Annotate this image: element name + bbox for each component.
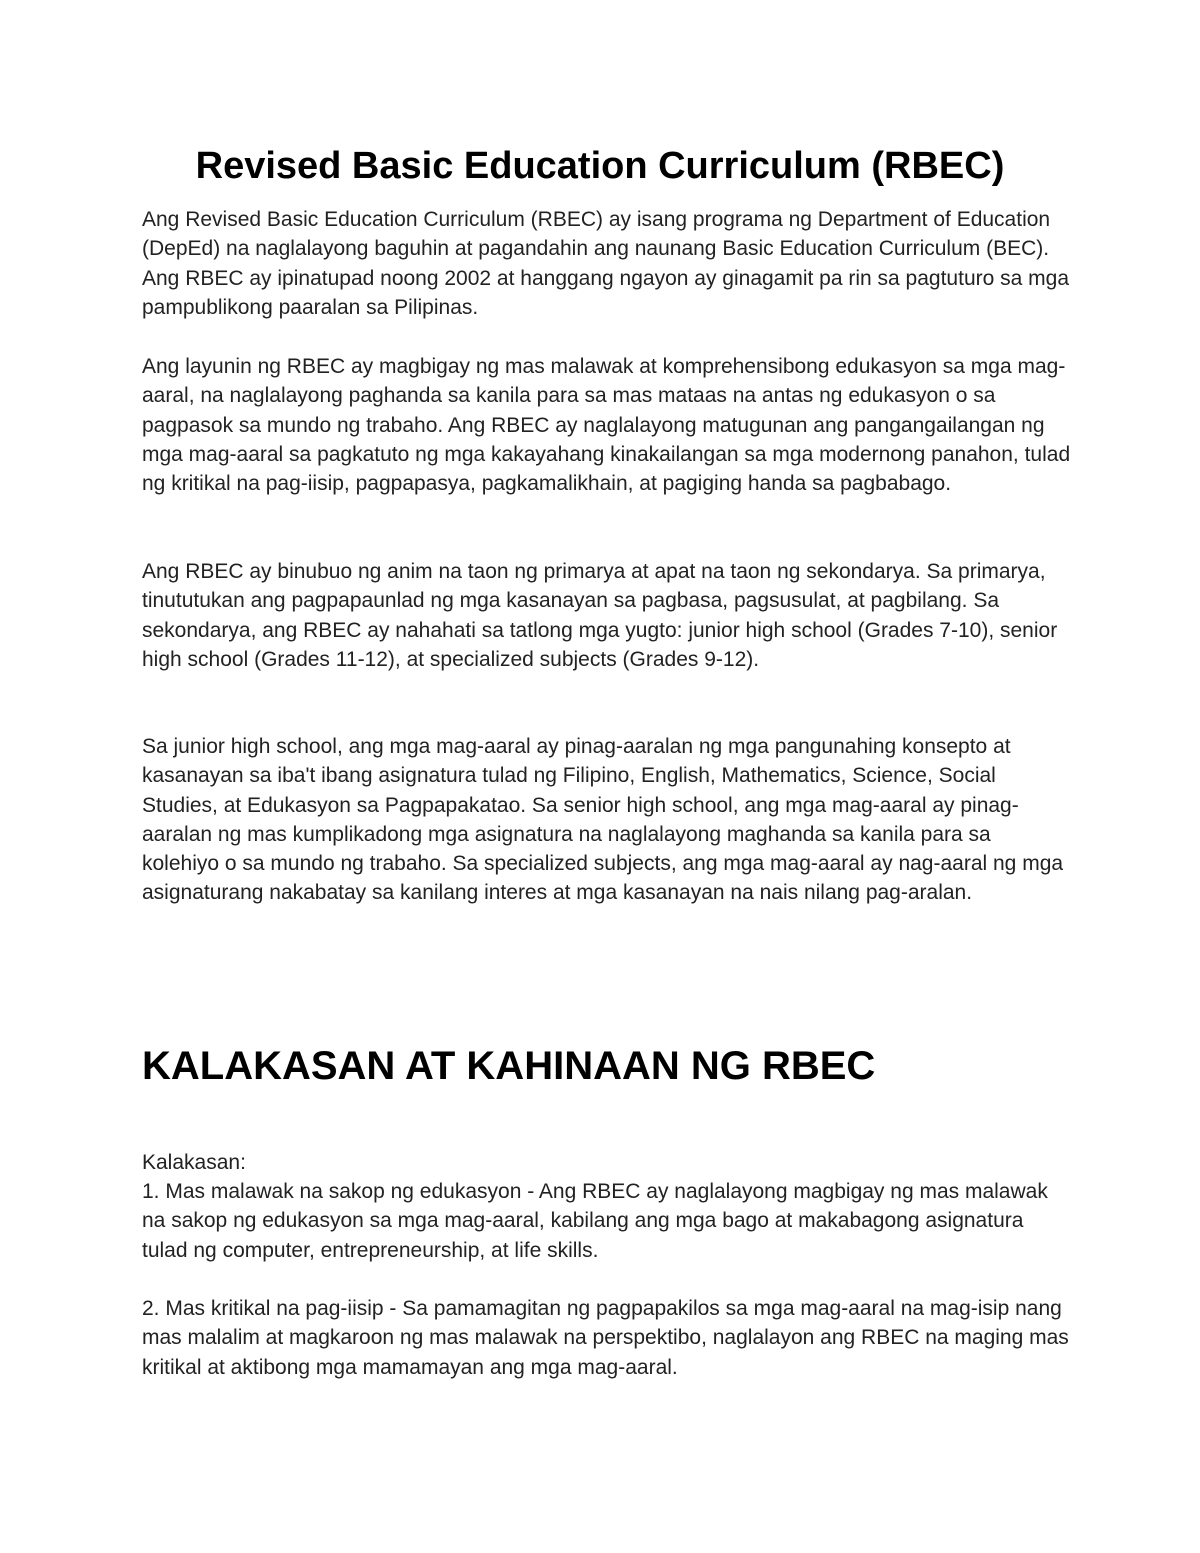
paragraph-junior-senior-high: Sa junior high school, ang mga mag-aaral ay pinag-aaralan ng mga pangunahing konsepto at kasanayan sa iba't ibang asignatura tulad ng Filipino, English, Mathematics, Science, Social Studies, at Edukasyon sa Pagpapakatao. Sa senior high school, ang mga mag-aaral ay pinag-aaralan ng mas kumplikadong mga asignatura na naglalayong maghanda sa kanila para sa kolehiyo o sa mundo ng trabaho. Sa specialized subjects, ang mga mag-aaral ay nag-aaral ng mga asignaturang nakabatay sa kanilang interes at mga kasanayan na nais nilang pag-aralan. [142, 735, 1064, 905]
paragraph-objectives: Ang layunin ng RBEC ay magbigay ng mas malawak at komprehensibong edukasyon sa mga mag-aaral, na naglalayong paghanda sa kanila para sa mas mataas na antas ng edukasyon o sa pagpasok sa mundo ng trabaho. Ang RBEC ay naglalayong matugunan ang pangangailangan ng mga mag-aaral sa pagkatuto ng mga kakayahang kinakailangan sa mga modernong panahon, tulad ng kritikal na pag-iisip, pagpapasya, pagkamalikhain, at pagiging handa sa pagbabago. [142, 355, 1071, 496]
strength-item-1: 1. Mas malawak na sakop ng edukasyon - Ang RBEC ay naglalayong magbigay ng mas malawak na sakop ng edukasyon sa mga mag-aaral, kabilang ang mga bago at makabagong asignatura tulad ng computer, entrepreneurship, at life skills. [142, 1180, 1048, 1262]
document-title: Revised Basic Education Curriculum (RBEC) [195, 145, 1005, 187]
section-heading-strengths-weaknesses: KALAKASAN AT KAHINAAN NG RBEC [142, 1044, 876, 1088]
paragraph-structure: Ang RBEC ay binubuo ng anim na taon ng primarya at apat na taon ng sekondarya. Sa primarya, tinututukan ang pagpapaunlad ng mga kasanayan sa pagbasa, pagsusulat, at pagbilang. Sa sekondarya, ang RBEC ay nahahati sa tatlong mga yugto: junior high school (Grades 7-10), senior high school (Grades 11-12), at specialized subjects (Grades 9-12). [142, 560, 1058, 671]
strength-item-2: 2. Mas kritikal na pag-iisip - Sa pamamagitan ng pagpapakilos sa mga mag-aaral na mag-isip nang mas malalim at magkaroon ng mas malawak na perspektibo, naglalayon ang RBEC na maging mas kritikal at aktibong mga mamamayan ang mga mag-aaral. [142, 1297, 1069, 1379]
paragraph-intro: Ang Revised Basic Education Curriculum (RBEC) ay isang programa ng Department of Education (DepEd) na naglalayong baguhin at pagandahin ang naunang Basic Education Curriculum (BEC). Ang RBEC ay ipinatupad noong 2002 at hanggang ngayon ay ginagamit pa rin sa pagtuturo sa mga pampublikong paaralan sa Pilipinas. [142, 208, 1069, 319]
strengths-label: Kalakasan: [142, 1151, 246, 1174]
